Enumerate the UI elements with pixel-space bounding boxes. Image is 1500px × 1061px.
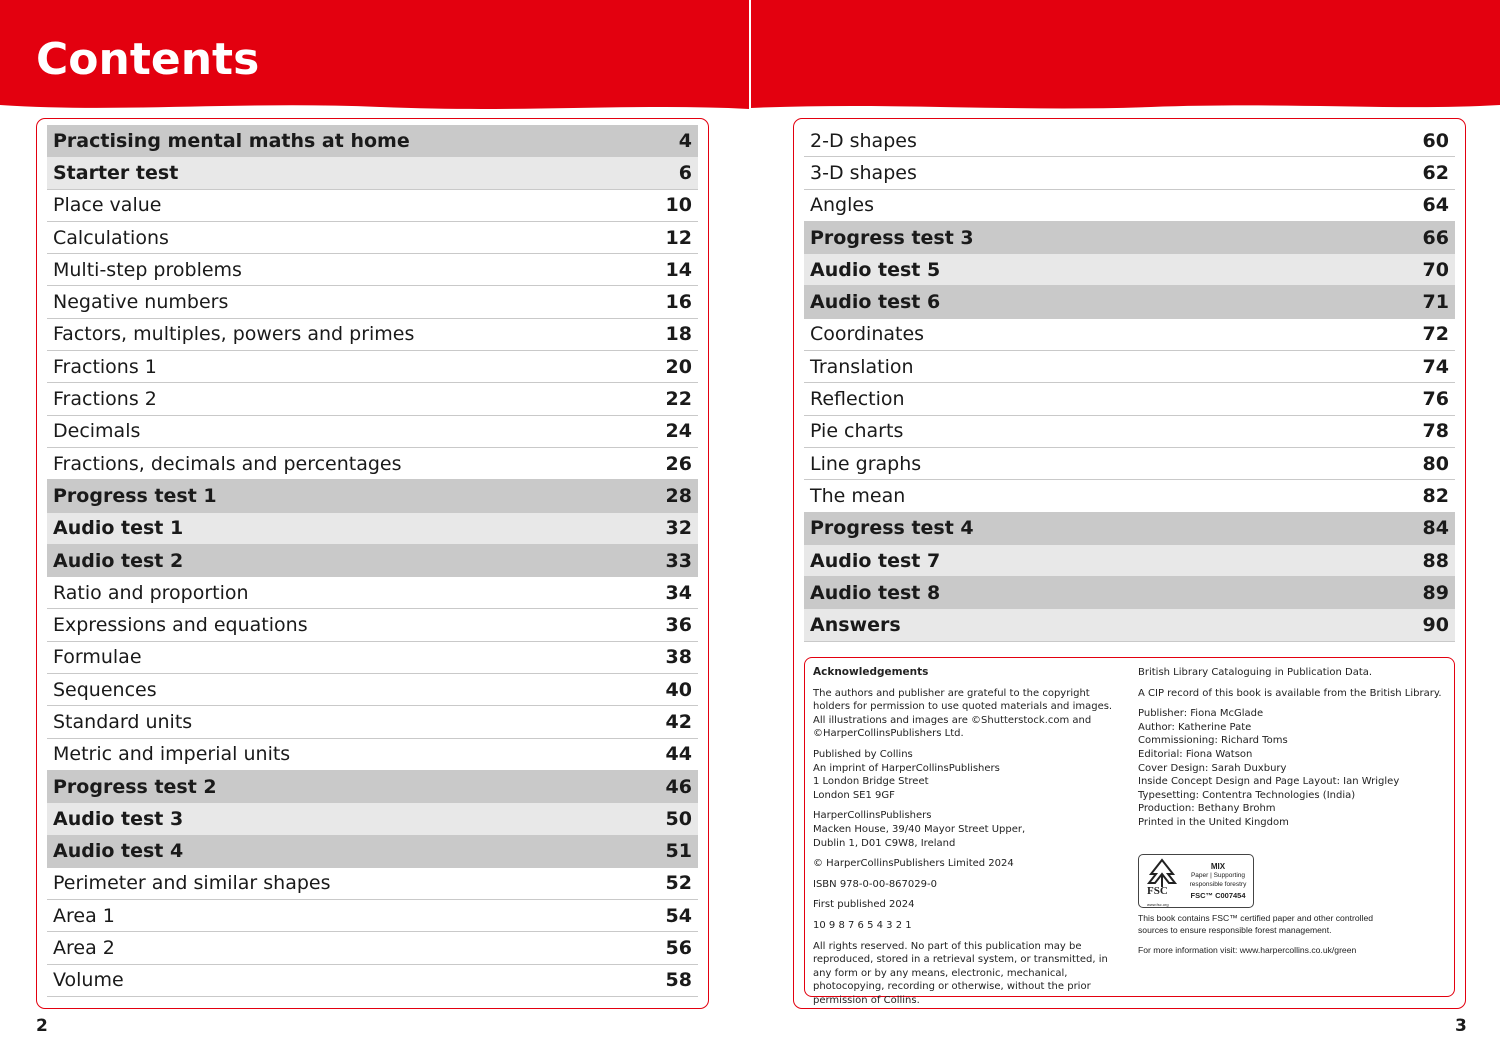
fsc-code: FSC™ C007454 — [1190, 890, 1246, 900]
toc-entry-title: Translation — [810, 355, 914, 378]
toc-page-number: 54 — [665, 904, 692, 927]
toc-row[interactable] — [804, 480, 1455, 512]
toc-page-number: 76 — [1422, 388, 1449, 411]
toc-entry-title: Line graphs — [810, 452, 922, 475]
toc-entry-title: Formulae — [53, 646, 142, 669]
toc-entry-title: Answers — [810, 614, 901, 637]
toc-page-number: 78 — [1422, 420, 1449, 443]
toc-page-number: 32 — [665, 517, 692, 540]
toc-page-number: 42 — [665, 710, 692, 733]
toc-row[interactable] — [47, 383, 698, 415]
toc-entry-title: Coordinates — [810, 323, 925, 346]
toc-entry-title: Audio test 7 — [810, 549, 941, 572]
toc-page-number: 44 — [665, 743, 692, 766]
toc-entry-title: Multi-step problems — [53, 258, 242, 281]
toc-row[interactable] — [47, 932, 698, 964]
toc-row[interactable] — [804, 286, 1455, 318]
toc-row[interactable] — [47, 190, 698, 222]
toc-row[interactable] — [47, 739, 698, 771]
fsc-tree-icon — [1141, 856, 1183, 906]
acknowledgements-heading: Acknowledgements — [813, 666, 929, 678]
toc-row[interactable] — [804, 125, 1455, 157]
toc-row[interactable] — [47, 351, 698, 383]
toc-row[interactable] — [804, 157, 1455, 189]
toc-entry-title: Fractions, decimals and percentages — [53, 452, 402, 475]
first-published-line: First published 2024 — [813, 899, 915, 911]
toc-entry-title: Metric and imperial units — [53, 743, 291, 766]
toc-page-number: 38 — [665, 646, 692, 669]
toc-row[interactable] — [47, 771, 698, 803]
toc-page-number: 58 — [665, 969, 692, 992]
print-line: 10 9 8 7 6 5 4 3 2 1 — [813, 919, 912, 931]
toc-entry-title: Starter test — [53, 161, 179, 184]
toc-page-number: 46 — [665, 775, 692, 798]
toc-page-number: 6 — [678, 161, 692, 184]
toc-entry-title: 3-D shapes — [810, 161, 917, 184]
toc-row[interactable] — [47, 222, 698, 254]
header-banner-right — [751, 0, 1500, 112]
toc-entry-title: Sequences — [53, 678, 157, 701]
toc-row[interactable] — [47, 448, 698, 480]
page-number-right: 3 — [1455, 1016, 1467, 1036]
cip-heading: British Library Cataloguing in Publication Data. — [1138, 667, 1373, 678]
toc-page-number: 70 — [1422, 258, 1449, 281]
page-number-left: 2 — [36, 1016, 48, 1036]
toc-page-number: 64 — [1422, 194, 1449, 217]
toc-page-number: 14 — [665, 258, 692, 281]
toc-entry-title: Audio test 1 — [53, 517, 184, 540]
toc-page-number: 66 — [1422, 226, 1449, 249]
toc-row[interactable] — [47, 609, 698, 641]
toc-page-number: 56 — [665, 937, 692, 960]
imprint-box — [804, 657, 1455, 1006]
toc-row[interactable] — [47, 254, 698, 286]
credits-list: Publisher: Fiona McGlade Author: Katherine Pate Commissioning: Richard Toms Editorial: Fiona Watson Cover Design: Sarah Duxbury Inside Concept Design and Page Layout: Ian Wrigley Typesetting: Contentra Technologies (India) Production: Bethany Brohm Printed in the United Kingdom — [1138, 708, 1400, 828]
toc-entry-title: Progress test 2 — [53, 775, 217, 798]
toc-row[interactable] — [47, 545, 698, 577]
toc-row[interactable] — [47, 900, 698, 932]
contents-panel-right — [793, 118, 1466, 1009]
fsc-mix: MIX — [1210, 861, 1226, 871]
publisher-address: Published by Collins An imprint of HarperCollinsPublishers 1 London Bridge Street London SE1 9GF — [813, 748, 1000, 801]
toc-row[interactable] — [804, 319, 1455, 351]
toc-row[interactable] — [47, 577, 698, 609]
toc-entry-title: Standard units — [53, 710, 193, 733]
toc-entry-title: Progress test 1 — [53, 484, 217, 507]
toc-row[interactable] — [804, 222, 1455, 254]
toc-page-number: 10 — [665, 194, 692, 217]
toc-page-number: 36 — [665, 614, 692, 637]
imprint-column-left — [813, 666, 1125, 1014]
toc-row[interactable] — [804, 609, 1455, 641]
toc-row[interactable] — [47, 319, 698, 351]
fsc-paper: Paper | Supporting responsible forestry — [1189, 871, 1247, 888]
toc-entry-title: Fractions 1 — [53, 355, 157, 378]
toc-list-left — [47, 125, 698, 997]
toc-entry-title: Fractions 2 — [53, 388, 157, 411]
isbn-line: ISBN 978-0-00-867029-0 — [813, 878, 937, 890]
toc-page-number: 82 — [1422, 484, 1449, 507]
toc-row[interactable] — [804, 416, 1455, 448]
toc-page-number: 72 — [1422, 323, 1449, 346]
toc-row[interactable] — [804, 577, 1455, 609]
toc-row[interactable] — [47, 803, 698, 835]
toc-page-number: 33 — [665, 549, 692, 572]
toc-page-number: 71 — [1422, 291, 1449, 314]
copyright-line: © HarperCollinsPublishers Limited 2024 — [813, 858, 1014, 870]
toc-page-number: 74 — [1422, 355, 1449, 378]
toc-page-number: 34 — [665, 581, 692, 604]
toc-page-number: 80 — [1422, 452, 1449, 475]
toc-row[interactable] — [47, 157, 698, 189]
toc-page-number: 50 — [665, 807, 692, 830]
irish-address: HarperCollinsPublishers Macken House, 39/40 Mayor Street Upper, Dublin 1, D01 C9W8, Ireland — [813, 810, 1026, 849]
toc-page-number: 84 — [1422, 517, 1449, 540]
toc-page-number: 90 — [1422, 614, 1449, 637]
toc-row[interactable] — [804, 513, 1455, 545]
toc-row[interactable] — [47, 868, 698, 900]
toc-row[interactable] — [47, 706, 698, 738]
contents-panel-left — [36, 118, 709, 1009]
toc-row[interactable] — [804, 448, 1455, 480]
toc-row[interactable] — [804, 190, 1455, 222]
toc-entry-title: Audio test 8 — [810, 581, 941, 604]
toc-row[interactable] — [47, 416, 698, 448]
toc-entry-title: Factors, multiples, powers and primes — [53, 323, 415, 346]
toc-entry-title: Decimals — [53, 420, 141, 443]
banner-wave — [0, 99, 749, 113]
toc-page-number: 16 — [665, 291, 692, 314]
toc-row[interactable] — [804, 545, 1455, 577]
toc-entry-title: Reflection — [810, 388, 905, 411]
toc-row[interactable] — [47, 642, 698, 674]
page-title: Contents — [36, 34, 260, 85]
toc-entry-title: Audio test 3 — [53, 807, 184, 830]
toc-entry-title: Progress test 4 — [810, 517, 974, 540]
fsc-note: This book contains FSC™ certified paper and other controlled sources to ensure responsible forest management. — [1138, 912, 1374, 936]
toc-row[interactable] — [47, 125, 698, 157]
toc-page-number: 62 — [1422, 161, 1449, 184]
toc-page-number: 40 — [665, 678, 692, 701]
toc-row[interactable] — [47, 965, 698, 997]
toc-entry-title: Area 1 — [53, 904, 115, 927]
toc-entry-title: Audio test 2 — [53, 549, 184, 572]
toc-entry-title: 2-D shapes — [810, 129, 917, 152]
toc-entry-title: Angles — [810, 194, 874, 217]
toc-row[interactable] — [47, 513, 698, 545]
toc-entry-title: Ratio and proportion — [53, 581, 249, 604]
toc-list-right — [804, 125, 1455, 642]
toc-entry-title: Negative numbers — [53, 291, 229, 314]
toc-page-number: 52 — [665, 872, 692, 895]
toc-entry-title: Audio test 5 — [810, 258, 941, 281]
toc-entry-title: Audio test 6 — [810, 291, 941, 314]
toc-entry-title: Volume — [53, 969, 124, 992]
toc-page-number: 20 — [665, 355, 692, 378]
toc-page-number: 18 — [665, 323, 692, 346]
imprint-column-right — [1138, 666, 1448, 957]
toc-page-number: 22 — [665, 388, 692, 411]
toc-page-number: 51 — [665, 840, 692, 863]
toc-row[interactable] — [47, 480, 698, 512]
toc-entry-title: Calculations — [53, 226, 169, 249]
fsc-label: FSC — [1147, 884, 1168, 897]
fsc-more-info: For more information visit: www.harpercollins.co.uk/green — [1138, 944, 1357, 955]
toc-page-number: 89 — [1422, 581, 1449, 604]
toc-row[interactable] — [804, 351, 1455, 383]
toc-row[interactable] — [47, 286, 698, 318]
toc-entry-title: Perimeter and similar shapes — [53, 872, 331, 895]
fsc-badge — [1138, 854, 1254, 908]
toc-page-number: 60 — [1422, 129, 1449, 152]
toc-row[interactable] — [47, 674, 698, 706]
toc-page-number: 88 — [1422, 549, 1449, 572]
toc-entry-title: Expressions and equations — [53, 614, 308, 637]
fsc-text — [1183, 862, 1253, 900]
toc-entry-title: Progress test 3 — [810, 226, 974, 249]
toc-row[interactable] — [804, 254, 1455, 286]
rights-text: All rights reserved. No part of this publication may be reproduced, stored in a retrieval system, or transmitted, in any form or by any means, electronic, mechanical, photocopying, recording or otherwise, without the prior permission of Collins. — [813, 940, 1108, 1006]
toc-entry-title: The mean — [810, 484, 906, 507]
toc-entry-title: Place value — [53, 194, 162, 217]
toc-entry-title: Pie charts — [810, 420, 904, 443]
toc-page-number: 12 — [665, 226, 692, 249]
acknowledgements-text: The authors and publisher are grateful to the copyright holders for permission to use quoted materials and images. All illustrations and images are ©Shutterstock.com and ©HarperCollinsPublishers Ltd. — [813, 687, 1113, 740]
toc-page-number: 28 — [665, 484, 692, 507]
toc-page-number: 4 — [678, 129, 692, 152]
toc-row[interactable] — [47, 836, 698, 868]
toc-page-number: 26 — [665, 452, 692, 475]
toc-row[interactable] — [804, 383, 1455, 415]
toc-entry-title: Area 2 — [53, 937, 115, 960]
toc-page-number: 24 — [665, 420, 692, 443]
toc-entry-title: Audio test 4 — [53, 840, 184, 863]
toc-entry-title: Practising mental maths at home — [53, 129, 410, 152]
banner-wave — [751, 99, 1500, 113]
cip-text: A CIP record of this book is available from the British Library. — [1138, 687, 1442, 699]
fsc-site: www.fsc.org — [1147, 901, 1169, 907]
